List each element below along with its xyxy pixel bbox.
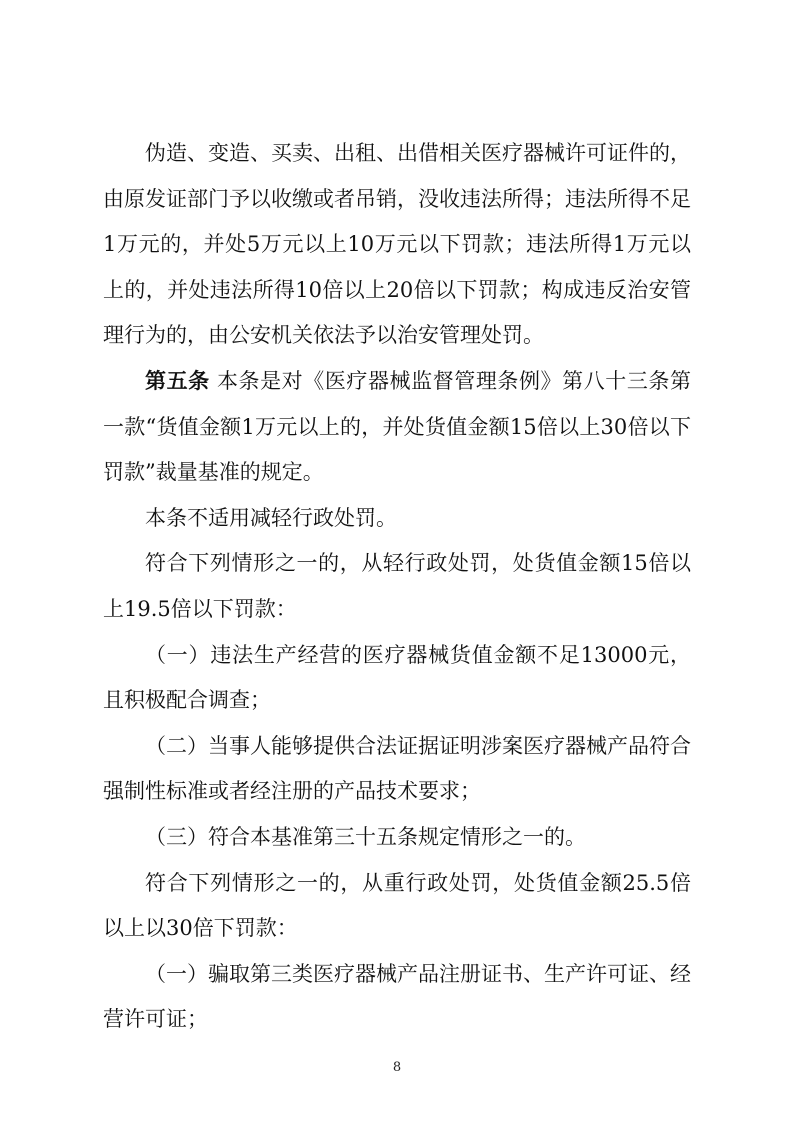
paragraph-3 <box>103 496 691 542</box>
paragraph-6 <box>103 724 691 815</box>
paragraph-9-text: （一）骗取第三类医疗器械产品注册证书、生产许可证、经营许可证； <box>103 961 691 1032</box>
paragraph-4-text: 符合下列情形之一的，从轻行政处罚，处货值金额15倍以上19.5倍以下罚款： <box>103 551 691 621</box>
paragraph-1-text: 伪造、变造、买卖、出租、出借相关医疗器械许可证件的，由原发证部门予以收缴或者吊销，没收违法所得；违法所得不足1万元的，并处5万元以上10万元以下罚款；违法所得1万元以上的，并处违法所得10倍以上20倍以下罚款；构成违反治安管理行为的，由公安机关依法予以治安管理处罚。 <box>103 141 691 348</box>
paragraph-9 <box>103 952 691 1043</box>
paragraph-3-text: 本条不适用减轻行政处罚。 <box>145 505 397 530</box>
article-5-text: 本条是对《医疗器械监督管理条例》第八十三条第一款“货值金额1万元以上的，并处货值金额15倍以上30倍以下罚款”裁量基准的规定。 <box>103 368 691 485</box>
paragraph-5 <box>103 633 691 724</box>
paragraph-4 <box>103 541 691 632</box>
paragraph-1 <box>103 131 691 359</box>
article-5-label: 第五条 <box>145 368 210 393</box>
paragraph-5-text: （一）违法生产经营的医疗器械货值金额不足13000元，且积极配合调查； <box>103 642 691 713</box>
paragraph-7-text: （三）符合本基准第三十五条规定情形之一的。 <box>145 824 586 849</box>
paragraph-8-text: 符合下列情形之一的，从重行政处罚，处货值金额25.5倍以上以30倍下罚款： <box>103 870 691 941</box>
paragraph-7 <box>103 815 691 861</box>
paragraph-article-5 <box>103 359 691 496</box>
body-text <box>103 131 691 1043</box>
page-number: 8 <box>392 1060 402 1075</box>
paragraph-6-text: （二）当事人能够提供合法证据证明涉案医疗器械产品符合强制性标准或者经注册的产品技术要求； <box>103 733 691 804</box>
paragraph-8 <box>103 861 691 952</box>
